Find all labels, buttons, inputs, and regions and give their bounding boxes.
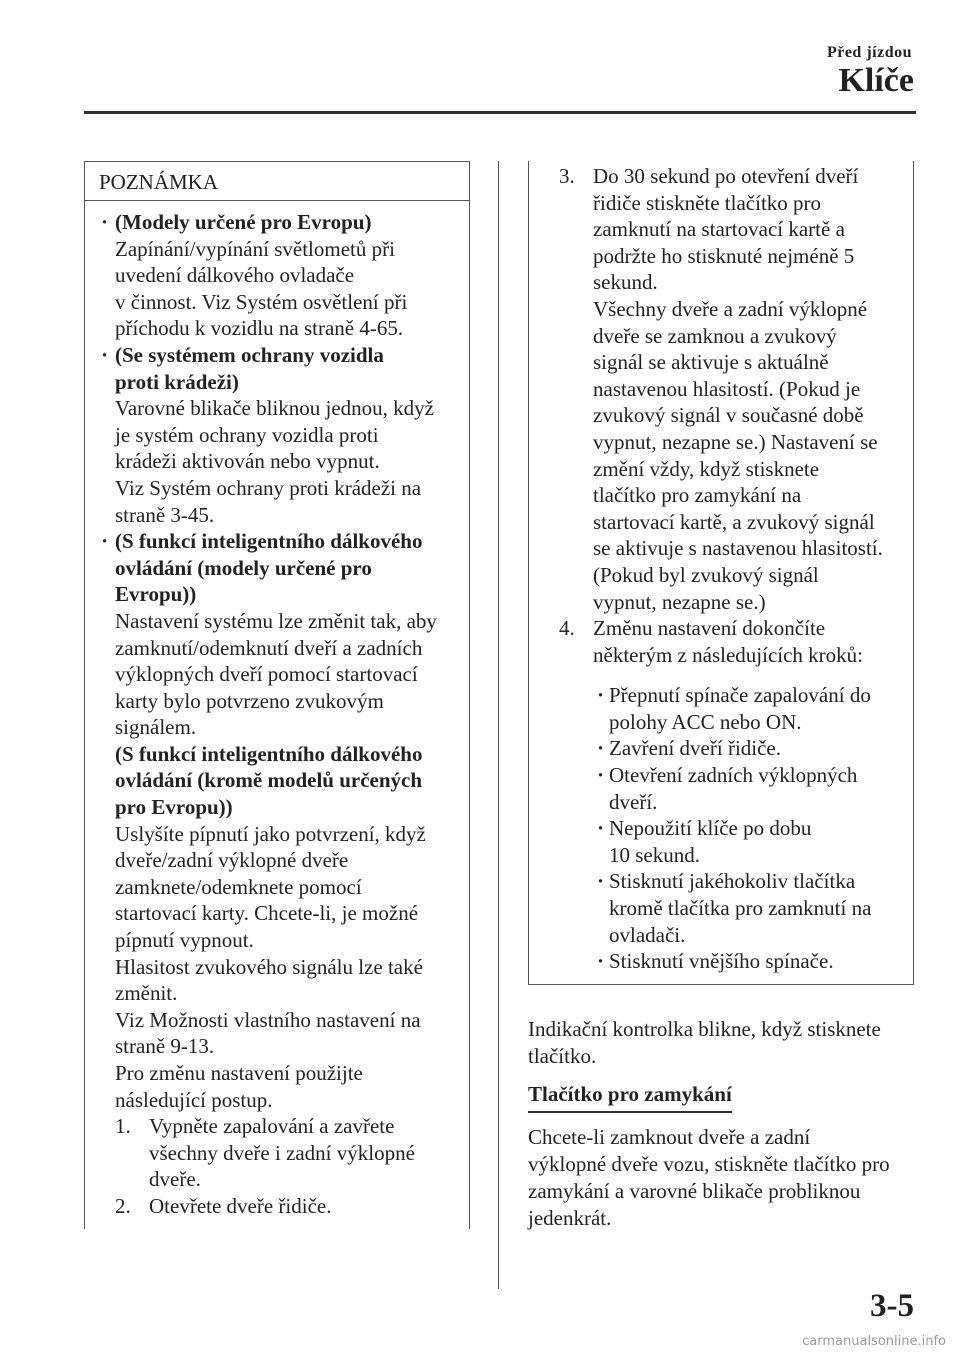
text-line: zamknutí na startovací kartě a [593,217,845,242]
text-line: podržte ho stisknuté nejméně 5 [593,243,855,268]
text-line: výklopné dveře vozu, stiskněte tlačítko pro [528,1152,890,1176]
bullet-icon: · [101,342,109,367]
list-item [597,948,903,975]
step-2 [115,1193,459,1220]
text-line: tlačítko pro zamykání na [593,483,802,508]
bullet-heading: pro Evropu)) [115,795,233,820]
text-line: zvukový signál v současné době [593,403,864,428]
bullet-icon: · [597,869,605,894]
bullet-icon: · [597,949,605,974]
note-bullet-europe [101,209,459,342]
text-line: dveře/zadní výklopné dveře [115,848,349,873]
text-line: karty bylo potvrzeno zvukovým [115,688,384,713]
text-line: Stisknutí jakéhokoliv tlačítka [609,869,856,894]
text-line: některým z následujících kroků: [593,642,863,667]
section-title: Před jízdou [826,44,912,61]
text-line: Stisknutí vnějšího spínače. [609,949,834,974]
text-line: sekund. [593,270,658,295]
watermark: carmanualsonline.info [802,1334,946,1349]
bullet-heading: ovládání (modely určené pro [115,555,372,580]
text-line: zamknete/odemknete pomocí [115,874,362,899]
text-line: jedenkrát. [528,1206,612,1230]
text-line: 10 sekund. [609,842,700,867]
bullet-icon: · [597,763,605,788]
bullet-icon: · [597,683,605,708]
text-line: krádeži aktivován nebo vypnut. [115,449,380,474]
page-number: 3-5 [870,1288,914,1324]
text-line: straně 9-13. [115,1034,215,1059]
text-line: Otevření zadních výklopných [609,763,858,788]
finish-options-list [559,682,903,975]
text-line: signál se aktivuje s aktuálně [593,350,829,375]
text-line: změní vždy, když stisknete [593,456,820,481]
text-line: výklopných dveří pomocí startovací [115,662,418,687]
text-line: Vypněte zapalování a zavřete [149,1114,395,1139]
list-item [597,762,903,815]
text-line: příchodu k vozidlu na straně 4-65. [115,316,404,341]
text-line: uvedení dálkového ovladače [115,263,355,288]
text-line: je systém ochrany vozidla proti [115,422,379,447]
text-line: Viz Možnosti vlastního nastavení na [115,1007,421,1032]
step-number: 4. [559,616,575,641]
note-continuation-box [528,161,914,985]
text-line: v činnost. Viz Systém osvětlení při [115,289,408,314]
text-line: Indikační kontrolka blikne, když stisknete [528,1017,881,1041]
text-line: dveří. [609,789,658,814]
bullet-icon: · [101,210,109,234]
text-line: řidiče stiskněte tlačítko pro [593,190,822,215]
note-bullet-antitheft [101,342,459,528]
text-line: změnit. [115,981,178,1006]
step-1 [115,1113,459,1193]
lock-paragraph [528,1124,918,1232]
text-line: Otevřete dveře řidiče. [149,1193,332,1218]
text-line: nastavenou hlasitostí. (Pokud je [593,376,861,401]
text-line: Do 30 sekund po otevření dveří [593,164,859,188]
text-line: signálem. [115,715,197,740]
text-line: pípnutí vypnout. [115,928,254,953]
text-line: straně 3-45. [115,502,215,527]
text-line: zamknutí/odemknutí dveří a zadních [115,635,423,660]
text-line: Chcete-li zamknout dveře a zadní [528,1125,811,1149]
step-number: 3. [559,164,575,188]
indicator-paragraph [528,1016,918,1070]
text-line: vypnut, nezapne se.) Nastavení se [593,429,878,454]
text-line: následující postup. [115,1087,273,1112]
note-title: POZNÁMKA [85,162,469,201]
text-line: startovací kartě, a zvukový signál [593,509,875,534]
text-line: Hlasitost zvukového signálu lze také [115,954,423,979]
text-line: Uslyšíte pípnutí jako potvrzení, když [115,821,426,846]
bullet-heading: Evropu)) [115,582,197,607]
text-line: tlačítko. [528,1044,597,1068]
text-line: Přepnutí spínače zapalování do [609,683,871,708]
bullet-heading: (S funkcí inteligentního dálkového [115,529,423,554]
text-line: zamykání a varovné blikače probliknou [528,1179,861,1203]
list-item [597,868,903,948]
text-line: Varovné blikače bliknou jednou, když [115,396,434,421]
text-line: Viz Systém ochrany proti krádeži na [115,475,422,500]
note-body [85,201,469,1220]
text-line: polohy ACC nebo ON. [609,709,802,734]
list-item [597,815,903,868]
list-item [597,735,903,762]
text-line: Změnu nastavení dokončíte [593,616,826,641]
bullet-heading: ovládání (kromě modelů určených [115,768,423,793]
bullet-icon: · [597,816,605,841]
list-item [597,682,903,735]
bullet-heading: (Modely určené pro Evropu) [115,210,372,234]
step-number: 2. [115,1193,131,1218]
text-line: kromě tlačítka pro zamknutí na [609,896,872,921]
bullet-heading: (Se systémem ochrany vozidla [115,342,384,367]
step-number: 1. [115,1114,131,1139]
bullet-icon: · [101,529,109,554]
text-line: dveře se zamknou a zvukový [593,323,837,348]
bullet-icon: · [597,736,605,761]
text-line: Nastavení systému lze změnit tak, aby [115,608,437,633]
text-line: (Pokud byl zvukový signál [593,562,819,587]
column-divider [498,161,499,1289]
text-line: Nepoužití klíče po dobu [609,816,812,841]
note-box [84,161,470,1229]
text-line: všechny dveře i zadní výklopné [149,1140,415,1165]
bullet-heading: (S funkcí inteligentního dálkového [115,741,423,766]
header-divider [84,111,916,114]
bullet-heading: proti krádeži) [115,369,239,394]
text-line: Všechny dveře a zadní výklopné [593,296,868,321]
text-line: Pro změnu nastavení použijte [115,1061,363,1085]
text-line: startovací karty. Chcete-li, je možné [115,901,419,926]
text-line: se aktivuje s nastavenou hlasitostí. [593,536,883,561]
text-line: Zavření dveří řidiče. [609,736,781,761]
step-3 [559,163,903,615]
step-4 [559,615,903,668]
text-line: vypnut, nezapne se.) [593,589,766,614]
note-bullet-smart-key [101,528,459,1219]
text-line: ovladači. [609,922,686,947]
chapter-title: Klíče [838,62,914,99]
lock-button-heading: Tlačítko pro zamykání [528,1082,732,1113]
text-line: Zapínání/vypínání světlometů při [115,236,395,261]
text-line: dveře. [149,1167,201,1192]
